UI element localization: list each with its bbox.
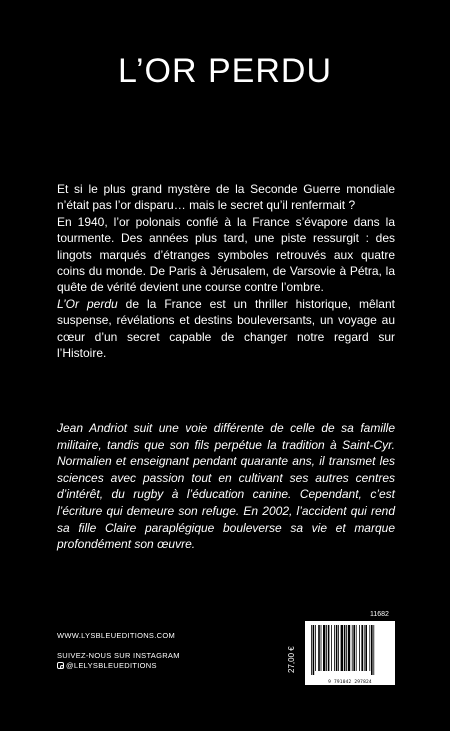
barcode-bar [353,625,355,671]
barcode-bar [341,625,343,671]
isbn-number: 9 791042 297824 [328,680,372,685]
instagram-icon [57,662,64,669]
barcode-bar [364,625,365,671]
barcode-bar [334,625,335,671]
publisher-website: WWW.LYSBLEUEDITIONS.COM [57,631,176,640]
barcode-bar [365,625,367,671]
barcode-bar [323,625,325,671]
blurb-text [57,181,395,361]
barcode-bar [373,625,374,675]
blurb-book-title: L’Or perdu [57,296,118,311]
barcode-bar [356,625,357,671]
barcode-bars [305,621,395,677]
blurb-paragraph-3-rest: de la France est un thriller historique, mêlant suspense, révélations et destins bouleversants, un voyage au cœur d’un secret capable de changer notre regard sur l’Histoire. [57,296,395,361]
instagram-handle-row [57,661,157,670]
instagram-follow-label: SUIVEZ-NOUS SUR INSTAGRAM [57,651,180,660]
book-title: L’OR PERDU [117,52,333,90]
barcode-bar [352,625,353,671]
barcode-bar [328,625,330,671]
barcode-bar [338,625,339,671]
barcode-bar [371,625,373,675]
barcode-bar [369,625,370,671]
barcode-bar [315,625,316,671]
barcode-bar [311,625,312,675]
price-label: 27,00 € [287,646,296,674]
barcode-bar [346,625,347,671]
barcode-bar [359,625,360,671]
barcode [305,621,395,685]
blurb-paragraph-3 [57,296,395,362]
product-code: 11682 [370,611,389,618]
barcode-bar [361,625,363,671]
barcode-bar [318,625,320,671]
barcode-bar [326,625,327,671]
barcode-bar [331,625,332,671]
author-bio [57,420,395,553]
blurb-paragraph-1: Et si le plus grand mystère de la Seconde Guerre mondiale n’était pas l’or disparu… mais le secret qu’il renfermait ? [57,182,395,213]
blurb-paragraph-2: En 1940, l’or polonais confié à la France s’évapore dans la tourmente. Des années plus tard, une piste ressurgit : des lingots marqués d’étranges symboles retrouvés aux quatre coins du monde. De Paris à Jérusalem, de Varsovie à Pétra, la quête de vérité devient une course contre l’ombre. [57,214,395,295]
barcode-bar [321,625,322,671]
barcode-bar [336,625,338,671]
barcode-bar [313,625,315,675]
barcode-bar [348,625,350,671]
barcode-bar [344,625,346,671]
instagram-handle: @LELYSBLEUEDITIONS [66,661,157,670]
author-bio-text: Jean Andriot suit une voie différente de celle de sa famille militaire, tandis que son fils perpétue la tradition à Saint-Cyr. Normalien et enseignant pendant quarante ans, il transmet les sciences avec passion tout en cultivant ses autres centres d’intérêt, du rugby à l’éducation canine. Cependant, c’est l’écriture qui demeure son refuge. En 2002, l’accident qui rend sa fille Claire paraplégique bouleverse sa vie et marque profondément son œuvre. [57,421,395,552]
